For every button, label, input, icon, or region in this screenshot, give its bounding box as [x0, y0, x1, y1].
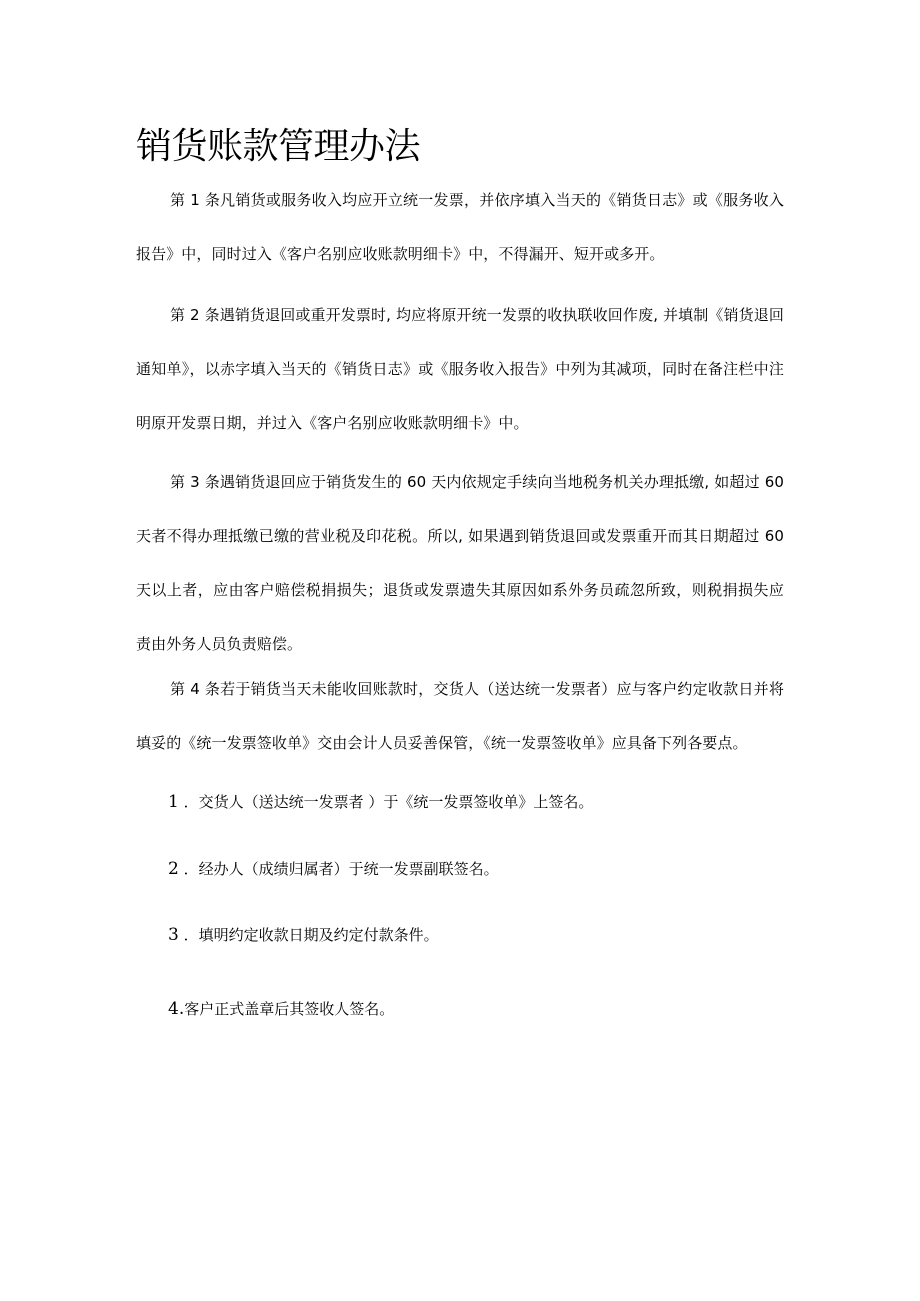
article-3: 第 3 条遇销货退回应于销货发生的 60 天内依规定手续向当地税务机关办理抵缴, 如超过 60 天者不得办理抵缴已缴的营业税及印花税。所以, 如果遇到销货退回或发票重开而其日期超过 60 天以上者，应由客户赔偿税捐损失；退货或发票遗失其原因如系外务员疏忽所致，则税捐损失应责由外务人员负责赔偿。 — [136, 473, 784, 653]
article-1: 第 1 条凡销货或服务收入均应开立统一发票，并依序填入当天的《销货日志》或《服务收入报告》中，同时过入《客户名别应收账款明细卡》中，不得漏开、短开或多开。 — [136, 191, 784, 263]
list-item-text: ．经办人（成绩归属者）于统一发票副联签名。 — [183, 860, 499, 878]
list-item-number: 4. — [168, 999, 185, 1019]
list-item-number: 3 — [168, 925, 179, 945]
list-item — [168, 996, 394, 1022]
list-item-text: 客户正式盖章后其签收人签名。 — [184, 1000, 395, 1018]
list-item-number: 1 — [168, 792, 179, 812]
article-4: 第 4 条若于销货当天未能收回账款时，交货人（送达统一发票者）应与客户约定收款日并将填妥的《统一发票签收单》交由会计人员妥善保管，《统一发票签收单》应具备下列各要点。 — [136, 680, 784, 752]
list-item — [168, 856, 499, 882]
list-item-text: ．交货人（送达统一发票者 ）于《统一发票签收单》上签名。 — [183, 793, 594, 811]
list-item-text: ．填明约定收款日期及约定付款条件。 — [183, 926, 439, 944]
list-item-number: 2 — [168, 859, 179, 879]
list-item — [168, 922, 439, 948]
list-item — [168, 789, 593, 815]
document-title: 销货账款管理办法 — [136, 126, 421, 167]
article-2: 第 2 条遇销货退回或重开发票时, 均应将原开统一发票的收执联收回作废, 并填制《销货退回通知单》，以赤字填入当天的《销货日志》或《服务收入报告》中列为其减项，同时在备注栏中注明原开发票日期，并过入《客户名别应收账款明细卡》中。 — [136, 306, 784, 432]
